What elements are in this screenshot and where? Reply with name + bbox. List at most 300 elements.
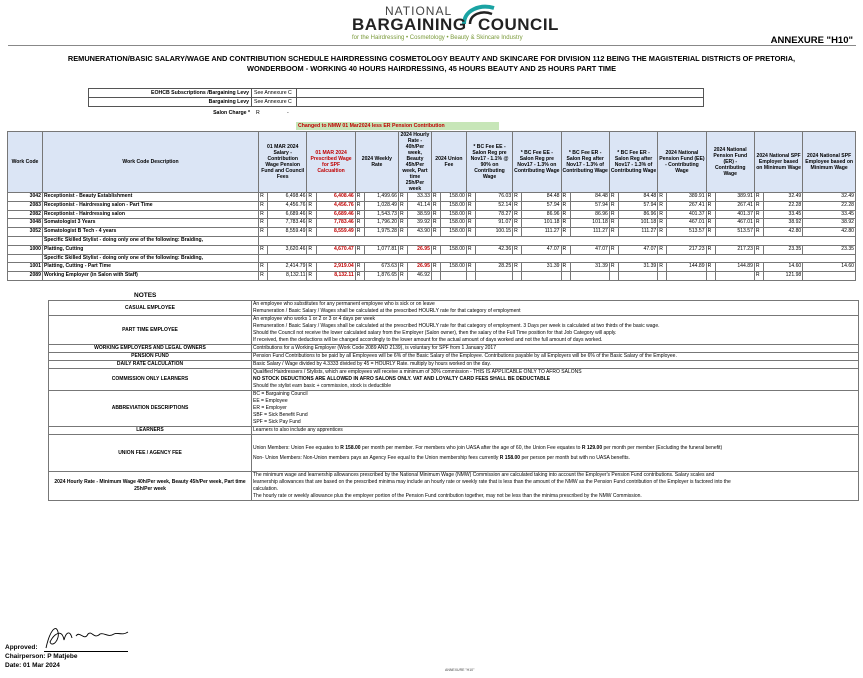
empty-cell <box>706 272 715 281</box>
salon-charge-value: - <box>287 110 289 116</box>
value-cell: 8,132.11 <box>316 272 355 281</box>
currency-cell: R <box>307 193 316 202</box>
table-row <box>8 228 856 237</box>
value-cell: 43.90 <box>408 228 432 237</box>
levy-table <box>88 88 704 107</box>
currency-cell: R <box>609 228 618 237</box>
value-cell: 23.35 <box>764 245 803 254</box>
col-header: 2024 Union Fee <box>431 132 466 193</box>
currency-cell: R <box>259 201 268 210</box>
value-cell: 14.60 <box>764 263 803 272</box>
value-cell: 42.80 <box>803 228 856 237</box>
note-line: An employee who substitutes for any permanent employee who is sick or on leave <box>253 301 435 307</box>
note-line: Remuneration / Basic Salary / Wages shall be calculated at the prescribed HOURLY rate for that category of employment. 3 Days per week is calculated at two thirds of the basic wage. <box>253 323 660 329</box>
currency-cell: R <box>513 263 522 272</box>
currency-cell: R <box>355 263 364 272</box>
value-cell: 158.00 <box>441 210 467 219</box>
levy-row <box>89 89 704 98</box>
currency-cell: R <box>259 219 268 228</box>
empty-cell <box>513 272 522 281</box>
currency-cell: R <box>259 193 268 202</box>
value-cell: 6,689.46 <box>316 210 355 219</box>
work-code <box>8 236 43 245</box>
currency-cell: R <box>658 245 667 254</box>
note-line: EE = Employee <box>253 398 288 404</box>
note-line: Should the stylist earn basic + commission, stock is deductible <box>253 383 391 389</box>
value-cell: 389.91 <box>667 193 706 202</box>
levy-label: Bargaining Levy <box>89 98 252 107</box>
note-label: ABBREVIATION DESCRIPTIONS <box>49 391 252 427</box>
value-cell: 144.89 <box>715 263 754 272</box>
note-line: Remuneration / Basic Salary / Wages shall be calculated at the prescribed HOURLY rate for that category of employment <box>253 308 521 314</box>
note-line: Contributions for a Working Employer (Work Code 2089 AND 2139), is voluntary for SPF from 1 January 2017 <box>253 345 496 351</box>
currency-cell: R <box>307 228 316 237</box>
currency-cell: R <box>466 201 475 210</box>
logo-council: COUNCIL <box>478 15 559 34</box>
empty-cell <box>715 272 754 281</box>
currency-cell: R <box>355 193 364 202</box>
note-content <box>252 391 859 427</box>
work-code: 3052 <box>8 228 43 237</box>
currency-cell: R <box>466 193 475 202</box>
work-description: Somatologist 3 Years <box>42 219 258 228</box>
notes-row <box>49 301 859 316</box>
note-text: per month per member (Excluding the funeral benefit) <box>602 444 723 451</box>
value-cell: 6,498.46 <box>268 193 307 202</box>
currency-cell: R <box>754 219 763 228</box>
note-line <box>253 455 857 462</box>
value-cell: 32.49 <box>803 193 856 202</box>
work-code: 1000 <box>8 245 43 254</box>
col-header: 2024 Hourly Rate - 40h/Per week, Beauty 45h/Per week, Part time 25h/Per week <box>398 132 431 193</box>
value-cell: 1,543.73 <box>365 210 399 219</box>
note-content <box>252 435 859 472</box>
value-cell: 158.00 <box>441 219 467 228</box>
value-cell: 91.07 <box>476 219 513 228</box>
currency-cell: R <box>513 228 522 237</box>
currency-cell: R <box>431 263 440 272</box>
col-header: * BC Fee EE - Salon Reg pre Nov17 - 1.1% @ 90% on Contributing Wage <box>466 132 512 193</box>
work-code: 3048 <box>8 219 43 228</box>
value-cell: 86.96 <box>619 210 658 219</box>
page-title <box>20 54 843 74</box>
note-label: PART TIME EMPLOYEE <box>49 316 252 345</box>
note-line: Basic Salary / Wage divided by 4.3333 divided by 45 = HOURLY Rate. multiply by hours worked on the day. <box>253 361 491 367</box>
currency-cell: R <box>355 245 364 254</box>
value-cell: 217.23 <box>667 245 706 254</box>
value-cell: 101.18 <box>522 219 561 228</box>
currency-cell: R <box>754 245 763 254</box>
note-text: R 158.00 <box>499 454 521 461</box>
annexure-label: ANNEXURE "H10" <box>770 35 853 46</box>
empty-cell <box>431 272 440 281</box>
currency-cell: R <box>259 245 268 254</box>
date-label: Date: 01 Mar 2024 <box>5 662 60 669</box>
value-cell: 513.57 <box>715 228 754 237</box>
currency-cell: R <box>754 201 763 210</box>
chairperson-label: Chairperson: P Matjebe <box>5 653 78 660</box>
col-header: * BC Fee ER - Salon Reg after Nov17 - 1.3% of Contributing Wage <box>561 132 609 193</box>
currency-cell: R <box>307 219 316 228</box>
value-cell: 101.18 <box>570 219 609 228</box>
currency-cell: R <box>609 245 618 254</box>
value-cell: 23.35 <box>803 245 856 254</box>
currency-cell: R <box>355 219 364 228</box>
note-content <box>252 427 859 435</box>
col-header: Work Code <box>8 132 43 193</box>
currency-cell: R <box>658 263 667 272</box>
value-cell: 673.63 <box>365 263 399 272</box>
value-cell: 47.07 <box>619 245 658 254</box>
work-description: Specific Skilled Stylist - doing only one of the following: Braiding, <box>42 236 258 245</box>
currency-cell: R <box>658 228 667 237</box>
value-cell: 217.23 <box>715 245 754 254</box>
note-content <box>252 369 859 391</box>
value-cell: 42.36 <box>476 245 513 254</box>
value-cell: 1,028.49 <box>365 201 399 210</box>
value-cell: 4,456.76 <box>268 201 307 210</box>
value-cell: 2,414.79 <box>268 263 307 272</box>
logo-bargaining: BARGAINING <box>352 15 467 34</box>
value-cell: 144.89 <box>667 263 706 272</box>
table-row <box>8 272 856 281</box>
currency-cell: R <box>754 272 763 281</box>
currency-cell: R <box>513 210 522 219</box>
note-content <box>252 345 859 353</box>
table-row <box>8 201 856 210</box>
work-code: 1001 <box>8 263 43 272</box>
work-code: 2089 <box>8 272 43 281</box>
col-header: 01 MAR 2024 Salary - Contribution Wage Pension Fund and Council Fees <box>259 132 307 193</box>
currency-cell: R <box>513 201 522 210</box>
note-content <box>252 472 859 501</box>
work-description: Receptionist - Hairdressing salon - Part Time <box>42 201 258 210</box>
table-cell <box>259 254 856 263</box>
value-cell: 86.96 <box>522 210 561 219</box>
work-description: Platting, Cutting - Part Time <box>42 263 258 272</box>
value-cell: 158.00 <box>441 228 467 237</box>
value-cell: 31.39 <box>619 263 658 272</box>
currency-cell: R <box>398 272 407 281</box>
note-label: 2024 Hourly Rate - Minimum Wage 40h/Per week, Beauty 45h/Per week, Part time 25h/Per week <box>49 472 252 501</box>
currency-cell: R <box>307 263 316 272</box>
currency-cell: R <box>706 228 715 237</box>
work-description: Specific Skilled Stylist - doing only one of the following: Braiding, <box>42 254 258 263</box>
note-label: LEARNERS <box>49 427 252 435</box>
currency-cell: R <box>754 263 763 272</box>
value-cell: 6,408.46 <box>316 193 355 202</box>
currency-cell: R <box>466 228 475 237</box>
value-cell: 46.92 <box>408 272 432 281</box>
currency-cell: R <box>355 210 364 219</box>
table-row <box>8 245 856 254</box>
salon-charge-currency: R <box>256 110 260 116</box>
note-text: R 158.00 <box>340 444 361 451</box>
currency-cell: R <box>754 193 763 202</box>
value-cell: 513.57 <box>667 228 706 237</box>
empty-cell <box>667 272 706 281</box>
currency-cell: R <box>431 193 440 202</box>
value-cell: 158.00 <box>441 193 467 202</box>
value-cell: 28.25 <box>476 263 513 272</box>
header-divider <box>8 45 856 46</box>
note-line: SBF = Sick Benefit Fund <box>253 412 308 418</box>
value-cell: 38.92 <box>803 219 856 228</box>
value-cell: 38.59 <box>408 210 432 219</box>
note-line: NO STOCK DEDUCTIONS ARE ALLOWED IN AFRO SALONS ONLY. VAT AND LOYALTY CARD FEES SHALL BE DEDUCTABLE <box>253 376 551 382</box>
note-label: PENSION FUND <box>49 353 252 361</box>
value-cell: 78.27 <box>476 210 513 219</box>
currency-cell: R <box>355 201 364 210</box>
value-cell: 467.01 <box>667 219 706 228</box>
work-code: 2083 <box>8 201 43 210</box>
value-cell: 22.28 <box>764 201 803 210</box>
currency-cell: R <box>431 219 440 228</box>
levy-fill <box>297 89 704 98</box>
col-header: 2024 National Pension Fund (ER) - Contributing Wage <box>706 132 754 193</box>
footer-ref: ANNEXURE "H10" <box>445 668 475 672</box>
value-cell: 111.27 <box>522 228 561 237</box>
empty-cell <box>441 272 467 281</box>
work-description: Working Employer (in Salon with Staff) <box>42 272 258 281</box>
currency-cell: R <box>561 228 570 237</box>
value-cell: 8,132.11 <box>268 272 307 281</box>
value-cell: 47.07 <box>570 245 609 254</box>
value-cell: 52.14 <box>476 201 513 210</box>
value-cell: 101.18 <box>619 219 658 228</box>
col-header: 01 MAR 2024 Prescribed Wage for SPF Calcualtion <box>307 132 355 193</box>
currency-cell: R <box>398 210 407 219</box>
currency-cell: R <box>398 263 407 272</box>
empty-cell <box>522 272 561 281</box>
currency-cell: R <box>658 201 667 210</box>
currency-cell: R <box>706 245 715 254</box>
value-cell: 84.48 <box>570 193 609 202</box>
notes-row <box>49 353 859 361</box>
value-cell: 57.94 <box>619 201 658 210</box>
value-cell: 158.00 <box>441 263 467 272</box>
note-content <box>252 361 859 369</box>
value-cell: 47.07 <box>522 245 561 254</box>
value-cell: 84.48 <box>619 193 658 202</box>
table-row <box>8 210 856 219</box>
currency-cell: R <box>609 263 618 272</box>
col-header: * BC Fee ER - Salon Reg after Nov17 - 1.3% of Contributing Wage <box>609 132 657 193</box>
notes-row <box>49 361 859 369</box>
value-cell: 33.33 <box>408 193 432 202</box>
note-content <box>252 316 859 345</box>
note-line: Learners to also include any apprentices <box>253 427 343 433</box>
notes-row <box>49 472 859 501</box>
value-cell: 1,796.20 <box>365 219 399 228</box>
table-row <box>8 254 856 263</box>
note-content <box>252 301 859 316</box>
work-code: 2082 <box>8 210 43 219</box>
value-cell: 401.37 <box>667 210 706 219</box>
currency-cell: R <box>466 219 475 228</box>
empty-cell <box>466 272 475 281</box>
notes-title: NOTES <box>134 292 157 299</box>
value-cell: 1,876.65 <box>365 272 399 281</box>
value-cell: 42.80 <box>764 228 803 237</box>
currency-cell: R <box>466 210 475 219</box>
value-cell: 32.49 <box>764 193 803 202</box>
table-cell <box>259 236 856 245</box>
value-cell: 33.45 <box>803 210 856 219</box>
value-cell: 158.00 <box>441 201 467 210</box>
note-label: CASUAL EMPLOYEE <box>49 301 252 316</box>
value-cell: 8,559.49 <box>316 228 355 237</box>
currency-cell: R <box>355 272 364 281</box>
value-cell: 33.45 <box>764 210 803 219</box>
value-cell: 14.60 <box>803 263 856 272</box>
currency-cell: R <box>355 228 364 237</box>
col-header: 2024 National Pension Fund (EE) - Contributing Wage <box>658 132 706 193</box>
approved-label: Approved: <box>5 644 38 651</box>
table-row <box>8 193 856 202</box>
value-cell: 111.27 <box>619 228 658 237</box>
note-line: Qualified Hairdressers / Stylists, which are employees will receive a minimum of 30% commission - THIS IS APPLICABLE ONLY TO AFRO SALONS <box>253 369 582 375</box>
currency-cell: R <box>561 201 570 210</box>
currency-cell: R <box>706 193 715 202</box>
empty-cell <box>658 272 667 281</box>
currency-cell: R <box>706 219 715 228</box>
note-line: ER = Employer <box>253 405 287 411</box>
table-row <box>8 263 856 272</box>
value-cell: 86.96 <box>570 210 609 219</box>
note-line: SPF = Sick Pay Fund <box>253 419 301 425</box>
currency-cell: R <box>513 193 522 202</box>
levy-label: EOHCB Subscriptions /Bargaining Levy <box>89 89 252 98</box>
value-cell: 38.92 <box>764 219 803 228</box>
currency-cell: R <box>431 201 440 210</box>
currency-cell: R <box>658 193 667 202</box>
col-header: Work Code Description <box>42 132 258 193</box>
currency-cell: R <box>706 201 715 210</box>
logo-national: NATIONAL <box>385 4 453 18</box>
value-cell: 41.14 <box>408 201 432 210</box>
value-cell: 57.94 <box>522 201 561 210</box>
currency-cell: R <box>561 219 570 228</box>
currency-cell: R <box>658 219 667 228</box>
levy-row <box>89 98 704 107</box>
note-label: UNION FEE / AGENCY FEE <box>49 435 252 472</box>
currency-cell: R <box>561 193 570 202</box>
empty-cell <box>570 272 609 281</box>
col-header: * BC Fee EE - Salon Reg pre Nov17 - 1.3% on Contributing Wage <box>513 132 561 193</box>
signature <box>42 620 132 652</box>
note-text: per person per month but with no UASA benefits. <box>520 454 630 461</box>
currency-cell: R <box>307 245 316 254</box>
work-description: Receptionist - Hairdressing salon <box>42 210 258 219</box>
currency-cell: R <box>466 245 475 254</box>
currency-cell: R <box>398 193 407 202</box>
table-header-row <box>8 132 856 193</box>
value-cell: 7,783.46 <box>316 219 355 228</box>
currency-cell: R <box>398 219 407 228</box>
work-description: Platting, Cutting <box>42 245 258 254</box>
currency-cell: R <box>259 228 268 237</box>
note-line: Pension Fund Contributions to be paid by all Employees will be 6% of the Basic Salary of the Employee. Contributions payable by all Employers will be 6% of the Basic Salary of the Employee. <box>253 353 677 359</box>
note-line: If received, then the deductions will be changed accordingly to the lower amount for the actual amount of days worked and not the full amount of days worked. <box>253 337 603 343</box>
signature-line <box>44 651 128 652</box>
wage-table <box>7 131 856 281</box>
currency-cell: R <box>398 228 407 237</box>
currency-cell: R <box>754 228 763 237</box>
value-cell: 26.95 <box>408 245 432 254</box>
value-cell: 6,689.46 <box>268 210 307 219</box>
levy-value: See Annexure C <box>252 98 297 107</box>
value-cell: 39.92 <box>408 219 432 228</box>
value-cell: 100.15 <box>476 228 513 237</box>
notes-row <box>49 369 859 391</box>
value-cell: 2,919.04 <box>316 263 355 272</box>
col-header: 2024 National SPF Employee based on Minimum Wage <box>803 132 856 193</box>
value-cell: 84.48 <box>522 193 561 202</box>
note-label: DAILY RATE CALCULATION <box>49 361 252 369</box>
work-code: 3042 <box>8 193 43 202</box>
value-cell: 1,975.28 <box>365 228 399 237</box>
title-line-2: WONDERBOOM - WORKING 40 HOURS HAIRDRESSING, 45 HOURS BEAUTY AND 25 HOURS PART TIME <box>246 64 616 73</box>
value-cell: 7,783.46 <box>268 219 307 228</box>
currency-cell: R <box>431 228 440 237</box>
notes-row <box>49 427 859 435</box>
note-text: per month per member. For members who join UASA after the age of 60, the Union Fee equates to <box>360 444 582 451</box>
currency-cell: R <box>307 272 316 281</box>
value-cell: 267.41 <box>667 201 706 210</box>
logo-tagline: for the Hairdressing • Cosmetology • Beauty & Skincare Industry <box>352 35 523 41</box>
table-row <box>8 219 856 228</box>
currency-cell: R <box>398 201 407 210</box>
currency-cell: R <box>259 210 268 219</box>
currency-cell: R <box>609 219 618 228</box>
empty-cell <box>609 272 618 281</box>
value-cell: 401.37 <box>715 210 754 219</box>
changed-banner: Changed to NMW 01 Mar2024 less ER Pension Contribution <box>296 122 499 130</box>
note-label: COMMISSION ONLY LEARNERS <box>49 369 252 391</box>
note-content <box>252 353 859 361</box>
title-line-1: REMUNERATION/BASIC SALARY/WAGE AND CONTRIBUTION SCHEDULE HAIRDRESSING COSMETOLOGY BEAUTY AND SKINCARE FOR DIVISION 112 BEING THE MAGISTERIAL DISTRICTS OF PRETORIA, <box>67 54 796 63</box>
value-cell: 57.94 <box>570 201 609 210</box>
col-header: 2024 National SPF Employer based on Minimum Wage <box>754 132 802 193</box>
currency-cell: R <box>609 210 618 219</box>
currency-cell: R <box>431 210 440 219</box>
note-line: calculation. <box>253 486 279 492</box>
currency-cell: R <box>513 219 522 228</box>
salon-charge-label: Salon Charge * <box>213 110 250 116</box>
work-description: Receptionist - Beauty Establishment <box>42 193 258 202</box>
currency-cell: R <box>513 245 522 254</box>
work-code <box>8 254 43 263</box>
value-cell: 8,559.49 <box>268 228 307 237</box>
currency-cell: R <box>431 245 440 254</box>
value-cell: 1,077.81 <box>365 245 399 254</box>
value-cell: 22.28 <box>803 201 856 210</box>
notes-table <box>48 300 859 501</box>
currency-cell: R <box>307 210 316 219</box>
value-cell: 1,499.66 <box>365 193 399 202</box>
currency-cell: R <box>561 245 570 254</box>
currency-cell: R <box>259 263 268 272</box>
value-cell: 389.91 <box>715 193 754 202</box>
note-text: R 129.00 <box>581 444 603 451</box>
levy-value: See Annexure C <box>252 89 297 98</box>
notes-row <box>49 391 859 427</box>
work-description: Somatologist B Tech - 4 years <box>42 228 258 237</box>
note-line: BC = Bargaining Council <box>253 391 308 397</box>
note-line: The minimum wage and learnership allowances prescribed by the National Minimum Wage (NMW) Commission are calculated taking into account the Employer's Pension Fund contributions. Salary scales and <box>253 472 715 478</box>
currency-cell: R <box>398 245 407 254</box>
